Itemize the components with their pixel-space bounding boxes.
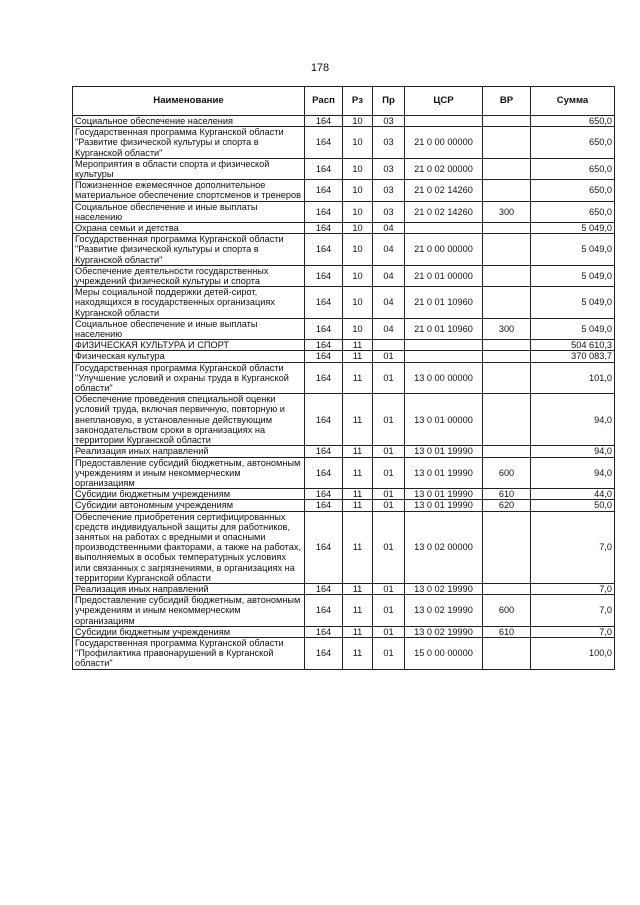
table-body bbox=[73, 116, 615, 670]
table-row bbox=[73, 595, 615, 627]
row-sum: 7,0 bbox=[531, 595, 615, 627]
row-csr: 21 0 01 10960 bbox=[405, 318, 483, 339]
row-sum: 504 610,3 bbox=[531, 340, 615, 351]
table-row bbox=[73, 127, 615, 159]
row-rz: 10 bbox=[343, 158, 373, 179]
row-csr bbox=[405, 340, 483, 351]
row-sum: 5 049,0 bbox=[531, 234, 615, 266]
row-pr: 01 bbox=[373, 446, 405, 457]
row-rasp: 164 bbox=[305, 116, 343, 127]
table-row bbox=[73, 318, 615, 339]
row-name: Предоставление субсидий бюджетным, автономным учреждениям и иным некоммерческим организациям bbox=[73, 457, 305, 489]
row-sum: 44,0 bbox=[531, 489, 615, 500]
row-name: Субсидии автономным учреждениям bbox=[73, 500, 305, 511]
table-row bbox=[73, 223, 615, 234]
header-vr: ВР bbox=[483, 87, 531, 116]
row-rasp: 164 bbox=[305, 362, 343, 394]
row-csr bbox=[405, 223, 483, 234]
table-row bbox=[73, 265, 615, 286]
table-row bbox=[73, 116, 615, 127]
row-vr bbox=[483, 180, 531, 201]
row-name: Охрана семьи и детства bbox=[73, 223, 305, 234]
row-pr: 04 bbox=[373, 234, 405, 266]
row-rz: 11 bbox=[343, 583, 373, 594]
row-name: Пожизненное ежемесячное дополнительное материальное обеспечение спортсменов и тренеров bbox=[73, 180, 305, 201]
row-rasp: 164 bbox=[305, 318, 343, 339]
row-pr: 03 bbox=[373, 127, 405, 159]
row-sum: 5 049,0 bbox=[531, 223, 615, 234]
row-rasp: 164 bbox=[305, 595, 343, 627]
row-vr bbox=[483, 394, 531, 446]
row-csr: 13 0 00 00000 bbox=[405, 362, 483, 394]
row-pr: 01 bbox=[373, 637, 405, 669]
row-vr: 300 bbox=[483, 318, 531, 339]
row-vr bbox=[483, 446, 531, 457]
table-row bbox=[73, 362, 615, 394]
row-csr: 13 0 01 19990 bbox=[405, 446, 483, 457]
row-pr: 01 bbox=[373, 500, 405, 511]
header-sum: Сумма bbox=[531, 87, 615, 116]
row-sum: 94,0 bbox=[531, 394, 615, 446]
row-name: Социальное обеспечение населения bbox=[73, 116, 305, 127]
row-pr: 01 bbox=[373, 457, 405, 489]
row-sum: 50,0 bbox=[531, 500, 615, 511]
row-vr bbox=[483, 637, 531, 669]
row-rz: 10 bbox=[343, 287, 373, 319]
row-name: Социальное обеспечение и иные выплаты населению bbox=[73, 201, 305, 222]
row-rz: 11 bbox=[343, 511, 373, 583]
row-sum: 101,0 bbox=[531, 362, 615, 394]
row-rz: 10 bbox=[343, 223, 373, 234]
table-row bbox=[73, 180, 615, 201]
row-pr: 04 bbox=[373, 287, 405, 319]
row-rz: 10 bbox=[343, 116, 373, 127]
row-csr: 13 0 01 19990 bbox=[405, 489, 483, 500]
row-csr: 13 0 02 19990 bbox=[405, 595, 483, 627]
row-csr: 21 0 00 00000 bbox=[405, 127, 483, 159]
row-rasp: 164 bbox=[305, 158, 343, 179]
row-name: Государственная программа Курганской области "Профилактика правонарушений в Курганской области" bbox=[73, 637, 305, 669]
row-vr: 610 bbox=[483, 489, 531, 500]
page-number: 178 bbox=[310, 62, 330, 74]
row-rasp: 164 bbox=[305, 489, 343, 500]
row-sum: 94,0 bbox=[531, 446, 615, 457]
row-pr: 01 bbox=[373, 511, 405, 583]
row-name: Субсидии бюджетным учреждениям bbox=[73, 489, 305, 500]
row-name: Субсидии бюджетным учреждениям bbox=[73, 626, 305, 637]
row-csr bbox=[405, 116, 483, 127]
row-pr: 03 bbox=[373, 201, 405, 222]
row-rasp: 164 bbox=[305, 351, 343, 362]
row-rz: 11 bbox=[343, 394, 373, 446]
row-pr: 04 bbox=[373, 223, 405, 234]
row-rasp: 164 bbox=[305, 223, 343, 234]
header-name: Наименование bbox=[73, 87, 305, 116]
row-pr: 01 bbox=[373, 626, 405, 637]
row-rz: 11 bbox=[343, 351, 373, 362]
row-vr bbox=[483, 127, 531, 159]
row-name: Обеспечение деятельности государственных учреждений физической культуры и спорта bbox=[73, 265, 305, 286]
row-vr: 600 bbox=[483, 457, 531, 489]
row-sum: 7,0 bbox=[531, 511, 615, 583]
row-csr: 21 0 01 10960 bbox=[405, 287, 483, 319]
row-vr: 600 bbox=[483, 595, 531, 627]
row-rasp: 164 bbox=[305, 265, 343, 286]
row-pr: 01 bbox=[373, 489, 405, 500]
row-rz: 11 bbox=[343, 362, 373, 394]
row-name: Обеспечение приобретения сертифицированных средств индивидуальной защиты для работников, занятых на работах с вредными и опасными производственными факторами, а также на работах, выполняемых в особых температурных условиях или связанных с загрязнениями, в организациях на территории Курганской области bbox=[73, 511, 305, 583]
row-csr: 21 0 02 14260 bbox=[405, 201, 483, 222]
table-row bbox=[73, 351, 615, 362]
row-name: Предоставление субсидий бюджетным, автономным учреждениям и иным некоммерческим организациям bbox=[73, 595, 305, 627]
row-vr bbox=[483, 287, 531, 319]
row-name: Государственная программа Курганской области "Развитие физической культуры и спорта в Курганской области" bbox=[73, 127, 305, 159]
table-row bbox=[73, 394, 615, 446]
row-csr: 21 0 00 00000 bbox=[405, 234, 483, 266]
row-vr: 620 bbox=[483, 500, 531, 511]
row-pr: 01 bbox=[373, 362, 405, 394]
row-name: Обеспечение проведения специальной оценки условий труда, включая первичную, повторную и внеплановую, в установленные действующим законодательством сроки в организациях на территории Курганской области bbox=[73, 394, 305, 446]
table-row bbox=[73, 158, 615, 179]
row-csr: 13 0 01 19990 bbox=[405, 457, 483, 489]
row-rasp: 164 bbox=[305, 457, 343, 489]
row-rasp: 164 bbox=[305, 234, 343, 266]
table-row bbox=[73, 446, 615, 457]
row-name: Реализация иных направлений bbox=[73, 446, 305, 457]
row-csr bbox=[405, 351, 483, 362]
row-sum: 7,0 bbox=[531, 583, 615, 594]
header-rasp: Расп bbox=[305, 87, 343, 116]
row-rz: 10 bbox=[343, 234, 373, 266]
row-rasp: 164 bbox=[305, 394, 343, 446]
row-csr: 13 0 02 19990 bbox=[405, 626, 483, 637]
row-vr: 300 bbox=[483, 201, 531, 222]
row-sum: 7,0 bbox=[531, 626, 615, 637]
table-row bbox=[73, 457, 615, 489]
row-rz: 11 bbox=[343, 446, 373, 457]
row-vr bbox=[483, 511, 531, 583]
row-csr: 13 0 02 00000 bbox=[405, 511, 483, 583]
header-csr: ЦСР bbox=[405, 87, 483, 116]
row-name: Государственная программа Курганской области "Развитие физической культуры и спорта в Курганской области" bbox=[73, 234, 305, 266]
row-vr bbox=[483, 362, 531, 394]
row-csr: 21 0 02 00000 bbox=[405, 158, 483, 179]
row-name: Реализация иных направлений bbox=[73, 583, 305, 594]
row-sum: 650,0 bbox=[531, 201, 615, 222]
header-rz: Рз bbox=[343, 87, 373, 116]
row-sum: 94,0 bbox=[531, 457, 615, 489]
row-rz: 10 bbox=[343, 127, 373, 159]
row-sum: 370 083,7 bbox=[531, 351, 615, 362]
row-rasp: 164 bbox=[305, 340, 343, 351]
row-vr bbox=[483, 351, 531, 362]
table-row bbox=[73, 201, 615, 222]
row-rasp: 164 bbox=[305, 500, 343, 511]
row-pr: 01 bbox=[373, 351, 405, 362]
row-vr bbox=[483, 234, 531, 266]
row-sum: 100,0 bbox=[531, 637, 615, 669]
row-rz: 10 bbox=[343, 318, 373, 339]
row-rasp: 164 bbox=[305, 626, 343, 637]
table-row bbox=[73, 511, 615, 583]
row-sum: 650,0 bbox=[531, 180, 615, 201]
row-sum: 650,0 bbox=[531, 116, 615, 127]
row-rz: 11 bbox=[343, 637, 373, 669]
row-rz: 11 bbox=[343, 500, 373, 511]
row-pr bbox=[373, 340, 405, 351]
table-row bbox=[73, 626, 615, 637]
row-rasp: 164 bbox=[305, 201, 343, 222]
row-csr: 13 0 01 00000 bbox=[405, 394, 483, 446]
row-rasp: 164 bbox=[305, 287, 343, 319]
row-rasp: 164 bbox=[305, 511, 343, 583]
row-sum: 650,0 bbox=[531, 127, 615, 159]
table-header-row bbox=[73, 87, 615, 116]
row-rz: 11 bbox=[343, 340, 373, 351]
row-sum: 5 049,0 bbox=[531, 287, 615, 319]
row-csr: 21 0 01 00000 bbox=[405, 265, 483, 286]
row-pr: 01 bbox=[373, 583, 405, 594]
row-csr: 13 0 01 19990 bbox=[405, 500, 483, 511]
row-vr bbox=[483, 116, 531, 127]
row-sum: 5 049,0 bbox=[531, 318, 615, 339]
row-csr: 15 0 00 00000 bbox=[405, 637, 483, 669]
table-row bbox=[73, 500, 615, 511]
row-csr: 13 0 02 19990 bbox=[405, 583, 483, 594]
row-name: Физическая культура bbox=[73, 351, 305, 362]
table-row bbox=[73, 340, 615, 351]
row-vr bbox=[483, 265, 531, 286]
row-rasp: 164 bbox=[305, 127, 343, 159]
row-rasp: 164 bbox=[305, 637, 343, 669]
row-vr bbox=[483, 583, 531, 594]
table-row bbox=[73, 234, 615, 266]
table-row bbox=[73, 287, 615, 319]
row-vr: 610 bbox=[483, 626, 531, 637]
row-pr: 01 bbox=[373, 394, 405, 446]
header-pr: Пр bbox=[373, 87, 405, 116]
table-row bbox=[73, 637, 615, 669]
row-rasp: 164 bbox=[305, 180, 343, 201]
row-pr: 03 bbox=[373, 116, 405, 127]
row-rz: 10 bbox=[343, 265, 373, 286]
row-pr: 01 bbox=[373, 595, 405, 627]
row-pr: 03 bbox=[373, 180, 405, 201]
row-rz: 11 bbox=[343, 626, 373, 637]
row-name: Социальное обеспечение и иные выплаты населению bbox=[73, 318, 305, 339]
row-pr: 04 bbox=[373, 318, 405, 339]
row-rz: 11 bbox=[343, 457, 373, 489]
row-rz: 11 bbox=[343, 595, 373, 627]
table-row bbox=[73, 583, 615, 594]
row-name: Государственная программа Курганской области "Улучшение условий и охраны труда в Курганской области" bbox=[73, 362, 305, 394]
row-vr bbox=[483, 340, 531, 351]
row-sum: 650,0 bbox=[531, 158, 615, 179]
table-row bbox=[73, 489, 615, 500]
row-rasp: 164 bbox=[305, 446, 343, 457]
row-name: ФИЗИЧЕСКАЯ КУЛЬТУРА И СПОРТ bbox=[73, 340, 305, 351]
row-vr bbox=[483, 223, 531, 234]
row-name: Мероприятия в области спорта и физической культуры bbox=[73, 158, 305, 179]
row-rasp: 164 bbox=[305, 583, 343, 594]
budget-table bbox=[72, 86, 615, 670]
row-name: Меры социальной поддержки детей-сирот, находящихся в государственных организациях Курганской области bbox=[73, 287, 305, 319]
row-csr: 21 0 02 14260 bbox=[405, 180, 483, 201]
row-pr: 03 bbox=[373, 158, 405, 179]
row-sum: 5 049,0 bbox=[531, 265, 615, 286]
row-rz: 10 bbox=[343, 180, 373, 201]
row-pr: 04 bbox=[373, 265, 405, 286]
row-vr bbox=[483, 158, 531, 179]
row-rz: 11 bbox=[343, 489, 373, 500]
row-rz: 10 bbox=[343, 201, 373, 222]
